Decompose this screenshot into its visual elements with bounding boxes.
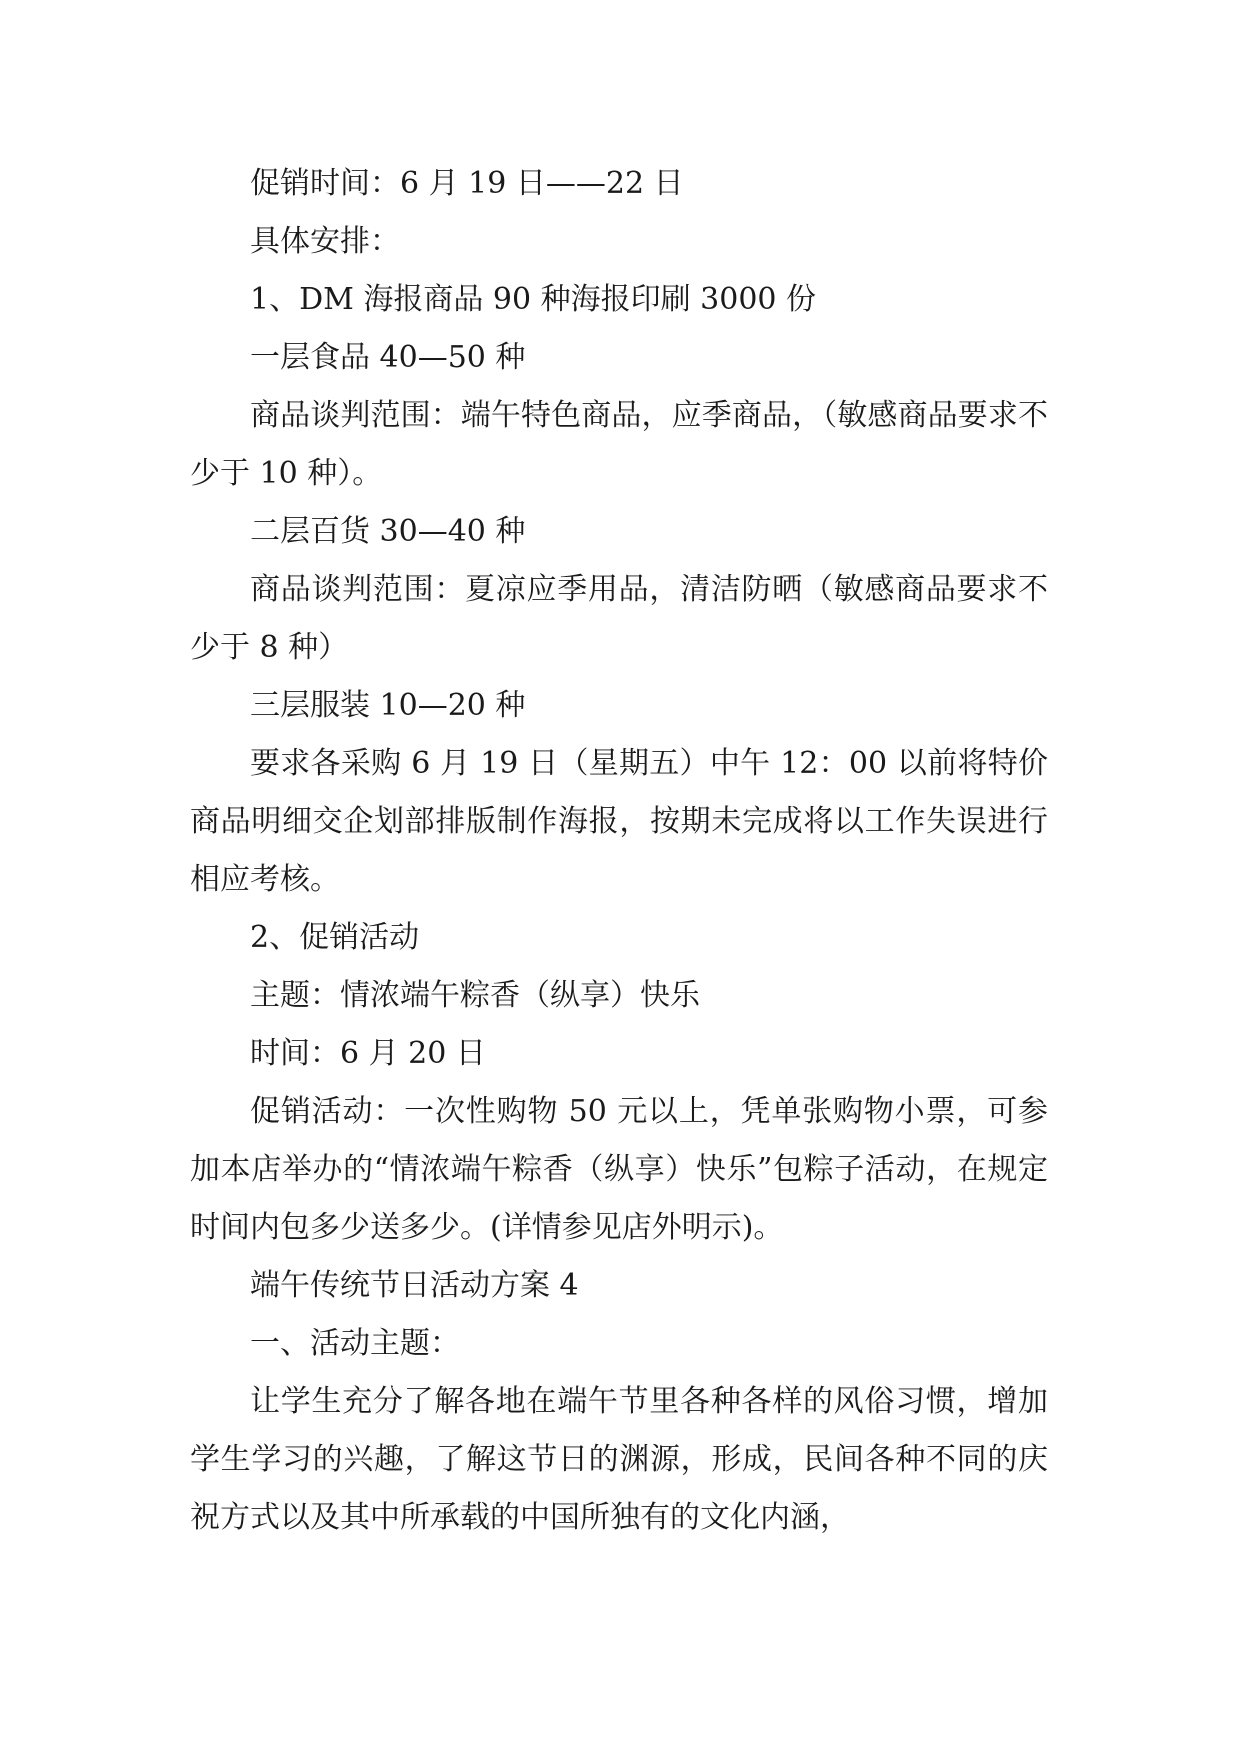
- paragraph-floor2-scope: 商品谈判范围：夏凉应季用品，清洁防晒（敏感商品要求不少于 8 种）: [190, 572, 1048, 665]
- paragraph-theme: 主题：情浓端午粽香（纵享）快乐: [250, 978, 700, 1013]
- paragraph-floor3-apparel: 三层服装 10—20 种: [250, 688, 526, 723]
- paragraph-promo-activity-heading: 2、促销活动: [250, 920, 420, 955]
- paragraph-floor2-goods: 二层百货 30—40 种: [250, 514, 526, 549]
- paragraph-section-theme: 一、活动主题：: [250, 1326, 460, 1361]
- paragraph-arrangement-heading: 具体安排：: [250, 224, 400, 259]
- paragraph-dm-poster: 1、DM 海报商品 90 种海报印刷 3000 份: [250, 282, 817, 317]
- paragraph-activity-time: 时间：6 月 20 日: [250, 1036, 486, 1071]
- paragraph-promo-time: 促销时间：6 月 19 日——22 日: [250, 166, 684, 201]
- paragraph-floor1-food: 一层食品 40—50 种: [250, 340, 526, 375]
- paragraph-purchase-requirement: 要求各采购 6 月 19 日（星期五）中午 12：00 以前将特价商品明细交企划部排版制作海报，按期未完成将以工作失误进行相应考核。: [190, 746, 1048, 897]
- paragraph-floor1-scope: 商品谈判范围：端午特色商品，应季商品，（敏感商品要求不少于 10 种）。: [190, 398, 1048, 491]
- paragraph-theme-description: 让学生充分了解各地在端午节里各种各样的风俗习惯，增加学生学习的兴趣，了解这节日的渊源，形成，民间各种不同的庆祝方式以及其中所承载的中国所独有的文化内涵，: [190, 1384, 1048, 1535]
- document-body: [190, 155, 1048, 1547]
- paragraph-plan-title: 端午传统节日活动方案 4: [250, 1268, 579, 1303]
- paragraph-activity-details: 促销活动：一次性购物 50 元以上，凭单张购物小票，可参加本店举办的“情浓端午粽香（纵享）快乐”包粽子活动，在规定时间内包多少送多少。(详情参见店外明示)。: [190, 1094, 1048, 1245]
